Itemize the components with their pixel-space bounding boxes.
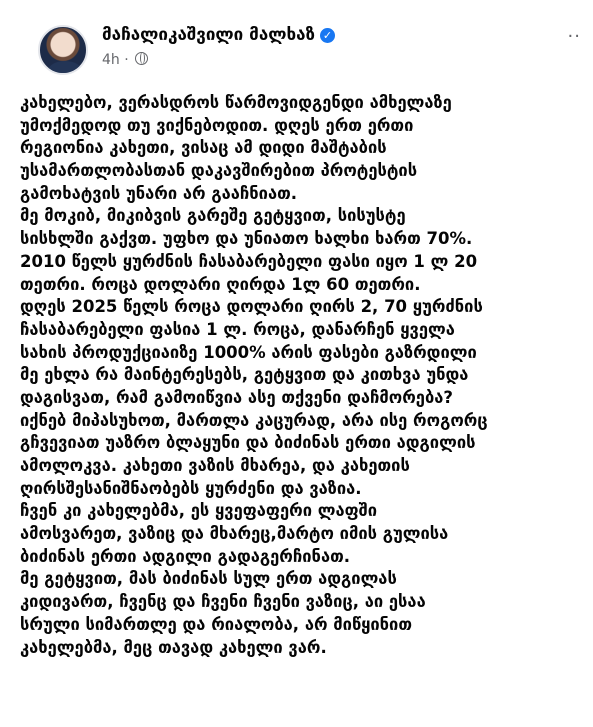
post-text-line: ღირსშესანიშნაობებს ყურძენი და ვაზია. — [20, 478, 362, 498]
post-time[interactable]: 4h — [102, 52, 120, 68]
post-text-line: უსამართლობასთან დაკავშირებით პროტესტის — [20, 161, 418, 181]
author-name[interactable]: მაჩალიკაშვილი მალხაზ — [102, 25, 315, 45]
post-text-line: თეთრი. როცა დოლარი ღირდა 1ლ 60 თეთრი. — [20, 274, 421, 294]
post-text-line: რეგიონია კახეთი, ვისაც ამ დიდი მაშტაბის — [20, 138, 387, 158]
post-text-line: სახის პროდუქციაიზე 1000% არის ფასები გაზრდილი — [20, 342, 477, 362]
post-text-line: მე გეტყვით, მას ბიძინას სულ ერთ ადგილას — [20, 569, 397, 589]
post-text-line: მე მოკიბ, მიკიბვის გარეშე გეტყვით, სისუსტე — [20, 206, 406, 226]
post-text-line: კიდივართ, ჩვენც და ჩვენი ჩვენი ვაზიც, აი ესაა — [20, 592, 426, 612]
post-text-line: ჩვენ კი კახელებმა, ეს ყვეფაფერი ლაფში — [20, 501, 378, 521]
post-text-line: დაგისვათ, რამ გამოიწვია ასე თქვენი დაჩმორება? — [20, 387, 453, 407]
post-text-line: გამოხატვის უნარი არ გააჩნიათ. — [20, 183, 298, 203]
author-name-row — [102, 25, 335, 45]
post-text-line: ბიძინას ერთი ადგილი გადაგერჩინათ. — [20, 546, 351, 566]
avatar-figure — [48, 61, 82, 75]
post-text — [20, 92, 586, 659]
author-avatar[interactable] — [38, 25, 88, 75]
post-text-line: გჩვევიათ უაზრო ბლაყუნი და ბიძინას ერთი ადგილის — [20, 433, 476, 453]
post-text-line: იქნებ მიპასუხოთ, მართლა კაცურად, არა ისე როგორც — [20, 410, 488, 430]
post-text-line: კახელებმა, მეც თავად კახელი ვარ. — [20, 637, 327, 657]
post-text-line: სრული სიმართლე და რიალობა, არ მიწყინით — [20, 614, 413, 634]
post-text-line: მე ეხლა რა მაინტერესებს, გეტყვით და კითხვა უნდა — [20, 365, 469, 385]
post-text-line: ჩასაბარებელი ფასია 1 ლ. როცა, დანარჩენ ყველა — [20, 319, 455, 339]
meta-separator: · — [124, 52, 129, 68]
post-text-line: სისხლში გაქვთ. უფხო და უნიათო ხალხი ხართ 70%. — [20, 229, 473, 249]
post-text-line: დღეს 2025 წელს როცა დოლარი ღირს 2, 70 ყურძნის — [20, 297, 483, 317]
post-text-line: კახელებო, ვერასდროს წარმოვიდგენდი ამხელაზე — [20, 93, 452, 112]
post-text-line: ამოსვარეთ, ვაზიც და მხარეც,მარტო იმის გულისა — [20, 524, 449, 544]
post-text-line: 2010 წელს ყურძნის ჩასაბარებელი ფასი იყო 1 ლ 20 — [20, 251, 478, 271]
post-text-line: ამოლოკვა. კახეთი ვაზის მხარეა, და კახეთის — [20, 456, 410, 475]
post-header — [38, 20, 581, 80]
post-meta — [102, 52, 148, 68]
verified-badge-icon: ✓ — [320, 28, 335, 43]
post-text-line: უმოქმედოდ თუ ვიქნებოდით. დღეს ერთ ერთი — [20, 115, 414, 135]
more-options-button[interactable]: ·· — [567, 26, 581, 47]
globe-icon — [135, 52, 148, 65]
